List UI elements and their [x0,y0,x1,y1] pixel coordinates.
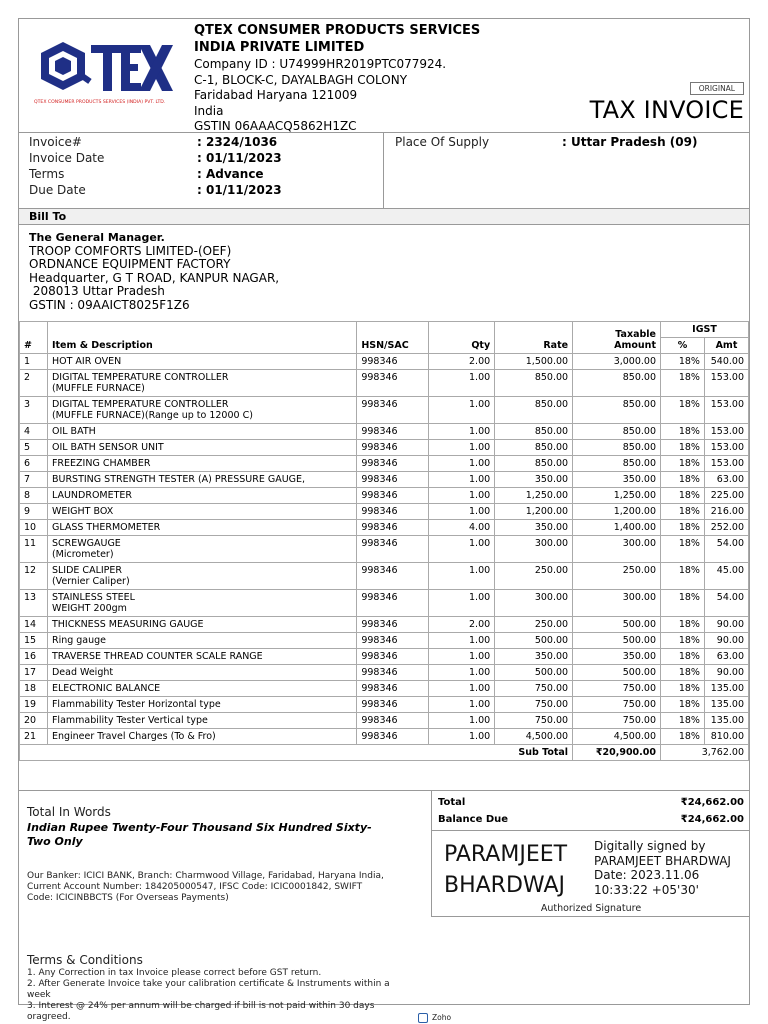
row-igst-amt: 540.00 [704,354,748,370]
bill-to-line: ORDNANCE EQUIPMENT FACTORY [29,257,231,271]
row-item [47,665,356,681]
due-date-label: Due Date [29,183,86,197]
table-row [20,590,749,617]
row-number: 6 [20,456,48,472]
terms-label: Terms [29,167,65,181]
row-igst-amt: 135.00 [704,681,748,697]
row-item-name: STAINLESS STEEL [51,592,135,603]
row-taxable: 850.00 [573,397,661,424]
company-gstin: GSTIN 06AAACQ5862H1ZC [194,119,357,133]
row-number: 21 [20,729,48,745]
bill-to-line: TROOP COMFORTS LIMITED-(OEF) [29,243,232,258]
row-item [47,649,356,665]
row-item-name: Engineer Travel Charges (To & Fro) [51,731,216,742]
table-row [20,563,749,590]
row-item [47,520,356,536]
row-qty: 1.00 [429,424,495,440]
row-number: 10 [20,520,48,536]
row-number: 18 [20,681,48,697]
row-igst-amt: 225.00 [704,488,748,504]
row-rate: 1,500.00 [495,354,573,370]
row-rate: 850.00 [495,456,573,472]
row-qty: 1.00 [429,370,495,397]
row-item [47,697,356,713]
subtotal-igst: 3,762.00 [661,745,749,761]
row-qty: 1.00 [429,504,495,520]
row-item [47,504,356,520]
table-row [20,472,749,488]
row-igst-pct: 18% [661,729,705,745]
row-number: 8 [20,488,48,504]
row-qty: 1.00 [429,472,495,488]
row-item-description: (Micrometer) [51,549,114,560]
row-hsn: 998346 [357,617,429,633]
row-hsn: 998346 [357,504,429,520]
row-item-description: (MUFFLE FURNACE)(Range up to 12000 C) [51,410,253,421]
row-rate: 250.00 [495,617,573,633]
zoho-brand: Zoho [432,1013,452,1022]
row-item-description: (Vernier Caliper) [51,576,130,587]
row-qty: 1.00 [429,456,495,472]
row-number: 7 [20,472,48,488]
col-header-item: Item & Description [47,322,356,354]
logo-caption: QTEX CONSUMER PRODUCTS SERVICES (INDIA) PVT. LTD. [34,100,166,105]
row-igst-amt: 90.00 [704,633,748,649]
row-number: 14 [20,617,48,633]
row-item-name: HOT AIR OVEN [51,356,122,367]
col-header-taxable: Taxable Amount [573,322,661,354]
col-header-igst-pct: % [661,338,705,354]
row-item-name: DIGITAL TEMPERATURE CONTROLLER [51,372,229,383]
invoice-number-value: : 2324/1036 [197,135,278,149]
table-row [20,456,749,472]
row-taxable: 500.00 [573,633,661,649]
authorized-signature-label: Authorized Signature [540,903,642,914]
table-row [20,665,749,681]
row-igst-pct: 18% [661,590,705,617]
row-qty: 1.00 [429,649,495,665]
original-badge: ORIGINAL [690,82,744,95]
bill-to-line: 208013 Uttar Pradesh [29,284,165,298]
row-item [47,713,356,729]
row-qty: 1.00 [429,536,495,563]
row-igst-amt: 63.00 [704,472,748,488]
place-of-supply-value: : Uttar Pradesh (09) [562,135,698,149]
row-qty: 1.00 [429,397,495,424]
row-item-name: TRAVERSE THREAD COUNTER SCALE RANGE [51,651,263,662]
balance-due-label: Balance Due [438,814,509,825]
signer-name-line1: PARAMJEET [444,842,568,867]
row-igst-amt: 153.00 [704,456,748,472]
row-igst-pct: 18% [661,424,705,440]
row-item-name: DIGITAL TEMPERATURE CONTROLLER [51,399,229,410]
row-rate: 750.00 [495,713,573,729]
row-item-name: ELECTRONIC BALANCE [51,683,161,694]
company-name [194,22,480,56]
row-taxable: 500.00 [573,665,661,681]
row-item-description: WEIGHT 200gm [51,603,127,614]
row-igst-pct: 18% [661,713,705,729]
signer-name [444,839,567,901]
total-row [438,797,744,808]
col-header-qty: Qty [429,322,495,354]
row-taxable: 300.00 [573,536,661,563]
row-item [47,424,356,440]
row-igst-pct: 18% [661,354,705,370]
row-hsn: 998346 [357,397,429,424]
col-header-num: # [20,322,48,354]
row-igst-amt: 153.00 [704,370,748,397]
row-taxable: 250.00 [573,563,661,590]
row-taxable: 350.00 [573,472,661,488]
bill-to-line: The General Manager. [29,231,165,244]
row-qty: 1.00 [429,633,495,649]
company-logo [33,39,175,129]
row-igst-amt: 54.00 [704,536,748,563]
digital-signature-line: PARAMJEET BHARDWAJ [594,853,731,868]
terms-conditions-label: Terms & Conditions [27,953,143,967]
table-row [20,536,749,563]
row-igst-amt: 153.00 [704,424,748,440]
row-qty: 1.00 [429,713,495,729]
row-qty: 1.00 [429,590,495,617]
invoice-meta-left [19,133,384,208]
row-item-name: WEIGHT BOX [51,506,114,517]
row-item-name: FREEZING CHAMBER [51,458,151,469]
row-hsn: 998346 [357,713,429,729]
total-label: Total [438,797,466,808]
row-rate: 250.00 [495,563,573,590]
row-item [47,488,356,504]
row-number: 3 [20,397,48,424]
table-row [20,681,749,697]
row-item [47,590,356,617]
row-rate: 1,250.00 [495,488,573,504]
row-hsn: 998346 [357,563,429,590]
table-row [20,504,749,520]
row-hsn: 998346 [357,424,429,440]
row-taxable: 750.00 [573,681,661,697]
row-igst-amt: 216.00 [704,504,748,520]
subtotal-label: Sub Total [20,745,573,761]
row-number: 17 [20,665,48,681]
invoice-header [19,19,749,132]
row-taxable: 850.00 [573,456,661,472]
terms-conditions-list [27,968,397,1023]
row-item-description: (MUFFLE FURNACE) [51,383,145,394]
company-address1: C-1, BLOCK-C, DAYALBAGH COLONY [194,72,408,87]
row-item-name: SLIDE CALIPER [51,565,122,576]
row-igst-pct: 18% [661,681,705,697]
banker-line1: Our Banker: ICICI BANK, Branch: Charmwood Village, Faridabad, Haryana India, [27,871,384,881]
table-row [20,488,749,504]
row-item-name: SCREWGAUGE [51,538,121,549]
row-item-name: OIL BATH SENSOR UNIT [51,442,164,453]
row-qty: 4.00 [429,520,495,536]
row-qty: 1.00 [429,729,495,745]
row-hsn: 998346 [357,488,429,504]
table-row [20,354,749,370]
bill-to-line: Headquarter, G T ROAD, KANPUR NAGAR, [29,270,280,285]
invoice-meta [19,132,749,208]
row-igst-pct: 18% [661,536,705,563]
row-hsn: 998346 [357,370,429,397]
row-number: 11 [20,536,48,563]
row-hsn: 998346 [357,729,429,745]
row-hsn: 998346 [357,681,429,697]
row-rate: 850.00 [495,370,573,397]
table-row [20,729,749,745]
table-row [20,397,749,424]
invoice-date-value: : 01/11/2023 [197,151,282,165]
row-taxable: 350.00 [573,649,661,665]
row-rate: 350.00 [495,472,573,488]
terms-item: 3. Interest @ 24% per annum will be charged if bill is not paid within 30 days oragreed. [27,1001,375,1022]
col-header-hsn: HSN/SAC [357,322,429,354]
zoho-logo-icon [418,1013,428,1023]
col-header-igst: IGST [661,322,749,338]
row-item-name: OIL BATH [51,426,96,437]
row-igst-amt: 45.00 [704,563,748,590]
row-taxable: 1,250.00 [573,488,661,504]
row-item [47,633,356,649]
terms-item: 1. Any Correction in tax Invoice please correct before GST return. [27,968,322,978]
banker-line2: Current Account Number: 184205000547, IFSC Code: ICIC0001842, SWIFT Code: ICICINBBCTS (For Overseas Payments) [27,882,363,903]
row-igst-pct: 18% [661,472,705,488]
row-igst-amt: 252.00 [704,520,748,536]
totals-box [431,791,749,831]
row-igst-amt: 810.00 [704,729,748,745]
row-rate: 500.00 [495,665,573,681]
row-taxable: 850.00 [573,440,661,456]
row-igst-pct: 18% [661,504,705,520]
row-hsn: 998346 [357,456,429,472]
digital-signature-line: 10:33:22 +05'30' [594,882,699,897]
subtotal-row [20,745,749,761]
company-name-line2: INDIA PRIVATE LIMITED [194,40,365,55]
row-taxable: 850.00 [573,370,661,397]
bill-to-address [29,231,279,312]
row-igst-pct: 18% [661,370,705,397]
row-rate: 850.00 [495,397,573,424]
line-items-body [20,354,749,745]
row-igst-pct: 18% [661,520,705,536]
row-taxable: 3,000.00 [573,354,661,370]
terms-item: 2. After Generate Invoice take your calibration certificate & Instruments within a week [27,979,390,1000]
document-title: TAX INVOICE [589,96,744,124]
row-item-name: THICKNESS MEASURING GAUGE [51,619,204,630]
row-item [47,440,356,456]
row-number: 13 [20,590,48,617]
row-item-name: GLASS THERMOMETER [51,522,161,533]
row-igst-pct: 18% [661,440,705,456]
row-rate: 850.00 [495,424,573,440]
company-name-line1: QTEX CONSUMER PRODUCTS SERVICES [194,23,481,38]
terms-value: : Advance [197,167,264,181]
row-igst-amt: 153.00 [704,397,748,424]
row-item-name: Flammability Tester Horizontal type [51,699,221,710]
row-item [47,397,356,424]
table-row [20,424,749,440]
row-item [47,370,356,397]
row-number: 12 [20,563,48,590]
row-item-name: BURSTING STRENGTH TESTER (A) PRESSURE GAUGE, [51,474,306,485]
row-item [47,681,356,697]
company-details [194,57,446,135]
row-igst-pct: 18% [661,697,705,713]
row-item [47,563,356,590]
balance-due-row [438,814,744,825]
row-item [47,617,356,633]
row-rate: 750.00 [495,681,573,697]
bill-to-header: Bill To [19,208,749,225]
row-qty: 1.00 [429,665,495,681]
row-number: 5 [20,440,48,456]
company-address2: Faridabad Haryana 121009 [194,88,358,102]
table-row [20,713,749,729]
row-hsn: 998346 [357,440,429,456]
row-taxable: 1,200.00 [573,504,661,520]
row-igst-amt: 63.00 [704,649,748,665]
row-item-name: Ring gauge [51,635,107,646]
banker-details [27,871,387,904]
row-taxable: 300.00 [573,590,661,617]
row-hsn: 998346 [357,520,429,536]
table-row [20,617,749,633]
row-number: 16 [20,649,48,665]
due-date-value: : 01/11/2023 [197,183,282,197]
row-taxable: 1,400.00 [573,520,661,536]
row-rate: 4,500.00 [495,729,573,745]
total-in-words-label: Total In Words [27,805,111,819]
total-in-words: Indian Rupee Twenty-Four Thousand Six Hundred Sixty-Two Only [27,821,372,848]
row-hsn: 998346 [357,633,429,649]
row-igst-amt: 90.00 [704,665,748,681]
row-item [47,472,356,488]
row-igst-pct: 18% [661,456,705,472]
invoice-number-label: Invoice# [29,135,82,149]
signature-box [431,831,749,917]
row-rate: 500.00 [495,633,573,649]
digital-signature-details [594,839,731,897]
place-of-supply-label: Place Of Supply [395,135,490,149]
row-taxable: 4,500.00 [573,729,661,745]
row-number: 19 [20,697,48,713]
row-item [47,354,356,370]
row-igst-pct: 18% [661,649,705,665]
row-rate: 750.00 [495,697,573,713]
row-igst-amt: 135.00 [704,697,748,713]
row-number: 15 [20,633,48,649]
table-row [20,649,749,665]
row-taxable: 750.00 [573,713,661,729]
row-igst-pct: 18% [661,617,705,633]
company-id: Company ID : U74999HR2019PTC077924. [194,57,447,71]
row-rate: 350.00 [495,520,573,536]
row-hsn: 998346 [357,536,429,563]
row-igst-pct: 18% [661,488,705,504]
row-hsn: 998346 [357,665,429,681]
row-number: 9 [20,504,48,520]
digital-signature-line: Date: 2023.11.06 [594,868,700,882]
row-igst-amt: 153.00 [704,440,748,456]
table-row [20,697,749,713]
row-hsn: 998346 [357,649,429,665]
table-row [20,370,749,397]
row-igst-amt: 135.00 [704,713,748,729]
balance-due-value: ₹24,662.00 [680,814,744,825]
table-row [20,633,749,649]
row-item [47,456,356,472]
row-taxable: 750.00 [573,697,661,713]
row-qty: 1.00 [429,697,495,713]
row-qty: 1.00 [429,563,495,590]
table-row [20,520,749,536]
row-item-name: LAUNDROMETER [51,490,133,501]
row-qty: 1.00 [429,681,495,697]
row-number: 1 [20,354,48,370]
subtotal-taxable: ₹20,900.00 [573,745,661,761]
company-country: India [194,103,224,118]
line-items-table [19,321,749,761]
table-row [20,440,749,456]
row-hsn: 998346 [357,697,429,713]
row-number: 20 [20,713,48,729]
row-igst-amt: 90.00 [704,617,748,633]
row-qty: 2.00 [429,354,495,370]
row-taxable: 850.00 [573,424,661,440]
col-header-rate: Rate [495,322,573,354]
row-rate: 1,200.00 [495,504,573,520]
signer-name-line2: BHARDWAJ [444,873,565,898]
row-item [47,729,356,745]
bill-to-line: GSTIN : 09AAICT8025F1Z6 [29,297,190,312]
digital-signature-line: Digitally signed by [594,839,706,853]
row-item [47,536,356,563]
row-qty: 2.00 [429,617,495,633]
row-igst-amt: 54.00 [704,590,748,617]
row-igst-pct: 18% [661,633,705,649]
total-value: ₹24,662.00 [680,797,744,808]
row-igst-pct: 18% [661,397,705,424]
row-taxable: 500.00 [573,617,661,633]
row-qty: 1.00 [429,488,495,504]
row-igst-pct: 18% [661,665,705,681]
row-hsn: 998346 [357,354,429,370]
row-igst-pct: 18% [661,563,705,590]
row-rate: 300.00 [495,590,573,617]
invoice-date-label: Invoice Date [29,151,105,165]
row-qty: 1.00 [429,440,495,456]
row-rate: 350.00 [495,649,573,665]
row-rate: 850.00 [495,440,573,456]
row-hsn: 998346 [357,472,429,488]
row-item-name: Flammability Tester Vertical type [51,715,208,726]
row-number: 4 [20,424,48,440]
row-item-name: Dead Weight [51,667,114,678]
row-rate: 300.00 [495,536,573,563]
zoho-footer [418,1013,451,1023]
col-header-igst-amt: Amt [704,338,748,354]
row-hsn: 998346 [357,590,429,617]
row-number: 2 [20,370,48,397]
